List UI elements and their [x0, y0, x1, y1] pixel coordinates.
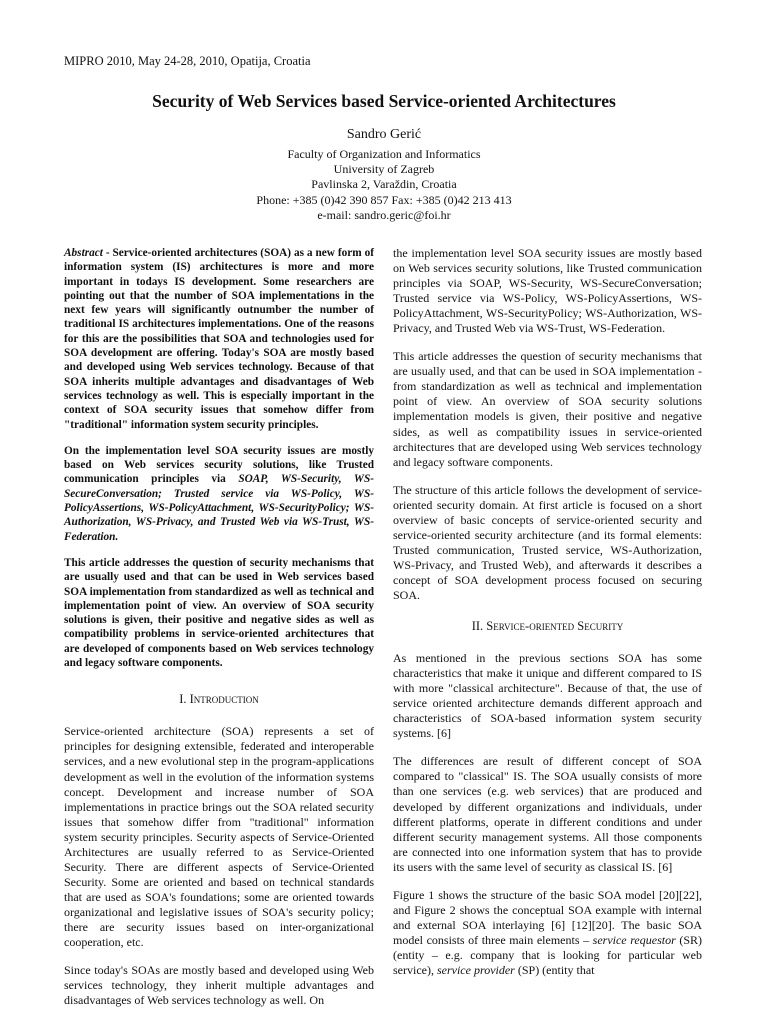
abstract-label: Abstract — [64, 247, 103, 259]
conference-line: MIPRO 2010, May 24-28, 2010, Opatija, Croatia — [64, 54, 311, 68]
body-paragraph: Since today's SOAs are mostly based and developed using Web services technology, they inherit multiple advantages and disadvantages of Web services technology as well. On — [64, 963, 374, 1008]
affiliation-line: University of Zagreb — [333, 162, 435, 177]
section-title: Service-oriented Security — [486, 619, 624, 634]
section-number: II. — [471, 619, 484, 634]
affiliation-line: Pavlinska 2, Varaždin, Croatia — [311, 177, 457, 192]
term-service-requestor: service requestor — [592, 932, 676, 947]
body-paragraph — [393, 888, 702, 978]
body-text: (SP) (entity that — [514, 962, 595, 977]
affiliation-line: Faculty of Organization and Informatics — [287, 147, 481, 161]
body-text: (SR) (entity – e.g. company that is looking for particular web service), — [393, 932, 703, 977]
abstract-paragraph: This article addresses the question of security mechanisms that are usually used and that can be used in Web services based SOA implementation from standardized as well as technical and implementation point of view. An overview of SOA security solutions is given, their positive and negative sides as well as compatibility problems in service-oriented architectures that are developed of components based on Web services technology and legacy software components. — [64, 556, 374, 670]
abstract — [64, 246, 374, 670]
abstract-italic-text: SOAP, WS-Security, WS-SecureConversation; Trusted service via WS-Policy, WS-PolicyAssertions, WS-PolicyAttachment, WS-SecurityPolicy; WS-Authorization, WS-Privacy, and Trusted Web via WS-Trust, WS-Federation. — [64, 473, 374, 543]
author-block — [0, 127, 768, 223]
abstract-text: - Service-oriented architectures (SOA) as a new form of information system (IS) architectures is more and more important in todays IS development. Some researchers are pointing out that the number of SOA implementations in the next few years will significantly outnumber the number of traditional IS architectures implementations. One of the reasons for this are the possibilities that SOA and technologies used for SOA development are offering. Today's SOA are mostly based and developed using Web services technology. Because of that SOA inherits multiple advantages and disadvantages of Web services technology as well. This is especially important in the context of SOA security issues that somehow differ from "traditional" information system security principles. — [64, 247, 374, 431]
section-number: I. — [179, 692, 187, 707]
author-name: Sandro Gerić — [346, 127, 422, 142]
contact-phone: Phone: +385 (0)42 390 857 Fax: +385 (0)42 213 413 — [256, 192, 512, 207]
body-paragraph: The differences are result of different concept of SOA compared to "classical" IS. The SOA usually consists of more than one services (e.g. web services) that are produced and developed by different organizations and individuals, under different platforms, operate in different conditions and under different security management systems. All those components are connected into one information system that has to provide its users with the same level of security as classical IS. [6] — [393, 754, 702, 874]
right-column — [393, 246, 702, 991]
abstract-paragraph — [64, 444, 374, 544]
section-title: Introduction — [189, 692, 259, 707]
section-heading — [64, 692, 374, 707]
body-paragraph: This article addresses the question of security mechanisms that are usually used, and that can be used in SOA implementation - from standardization as well as technical and implementation point of view. An overview of SOA security solutions implementation models is given, their positive and negative sides, as well as compatibility issues in service-oriented architectures that are developed using Web services technology and legacy software components. — [393, 349, 702, 469]
contact-email: e-mail: sandro.geric@foi.hr — [317, 207, 451, 222]
body-paragraph: Service-oriented architecture (SOA) represents a set of principles for designing extensible, federated and interoperable services, and a new evolutional step in the program-applications development as well in the evolution of the information systems concept. Development and increase number of SOA implementations in practice brings out the SOA related security issues that somehow differ from "traditional" information system security principles. Security aspects of Service-Oriented Architectures are usually referred to as Service-Oriented Security. There are different aspects of Service-Oriented Security. Some are oriented and based on technical standards that are used as SOA's foundations; some are oriented towards organizational and legislative issues of SOA's security policy; there are security issues based on inter-organizational cooperation, etc. — [64, 724, 374, 950]
body-paragraph: As mentioned in the previous sections SOA has some characteristics that make it unique and different compared to IS with more "classical architecture". Because of that, the use of service oriented architecture demands different approach and characteristics of SOA-based information system security systems. [6] — [393, 651, 702, 741]
body-paragraph: the implementation level SOA security issues are mostly based on Web services security solutions, like Trusted communication principles via SOAP, WS-Security, WS-SecureConversation; Trusted service via WS-Policy, WS-PolicyAssertions, WS-PolicyAttachment, WS-SecurityPolicy; WS-Authorization, WS-Privacy, and Trusted Web via WS-Trust, WS-Federation. — [393, 246, 702, 336]
body-text: Figure 1 shows the structure of the basic SOA model [20][22], and Figure 2 shows the conceptual SOA example with internal and external SOA interlaying [6] [12][20]. The basic SOA model consists of three main elements – — [393, 887, 702, 947]
paper-title: Security of Web Services based Service-oriented Architectures — [152, 91, 616, 111]
section-heading — [393, 619, 702, 634]
abstract-text: On the implementation level SOA security issues are mostly based on Web services security solutions, like Trusted communication principles via — [64, 444, 374, 486]
abstract-paragraph — [64, 246, 374, 432]
left-column — [64, 246, 374, 1021]
body-paragraph: The structure of this article follows the development of service-oriented security domain. At first article is focused on a short overview of basic concepts of service-oriented security and service-oriented security architecture (and its formal elements: Trusted communication, Trusted service, WS-Authorization, WS-Privacy, and Trusted Web), and afterwards it describes a concept of SOA development process focused on securing SOA. — [393, 482, 702, 602]
term-service-provider: service provider — [436, 962, 515, 977]
